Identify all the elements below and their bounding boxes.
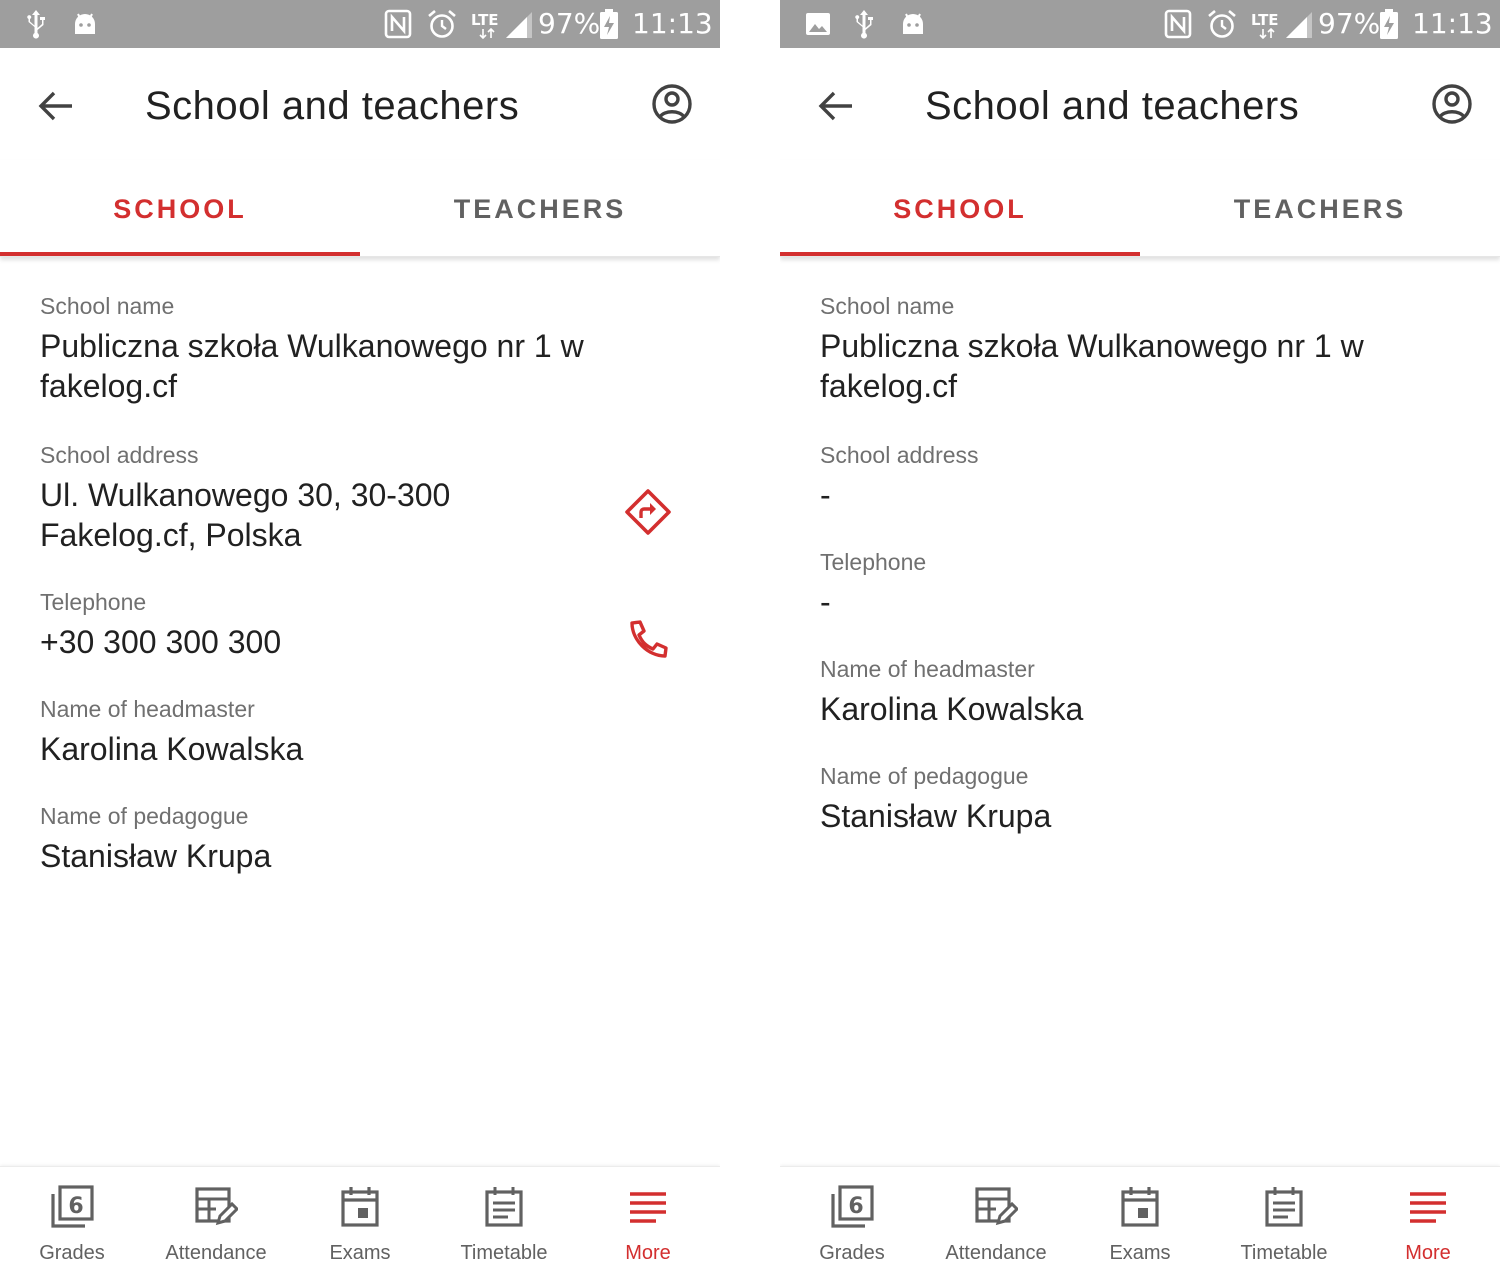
phone-icon [626,618,670,662]
svg-text:LTE: LTE [471,11,499,29]
tab-indicator [780,252,1140,256]
nav-more[interactable] [1356,1167,1500,1280]
nav-grades[interactable] [0,1167,144,1280]
exams-icon [1118,1185,1162,1229]
school-address-value: - [820,477,831,513]
status-bar [780,0,1500,48]
svg-text:6: 6 [848,1194,864,1219]
nav-attendance-label: Attendance [945,1242,1047,1264]
signal-icon [504,8,534,45]
tab-teachers[interactable]: TEACHERS [453,194,627,224]
school-name-value-line1: Publiczna szkoła Wulkanowego nr 1 w [40,328,584,364]
exams-icon [338,1185,382,1229]
status-bar [0,0,720,48]
nav-attendance[interactable] [924,1167,1068,1280]
back-button[interactable] [28,78,84,134]
tab-school[interactable]: SCHOOL [893,194,1027,224]
arrow-back-icon [808,78,864,134]
image-icon [804,8,832,45]
usb-icon [24,8,48,45]
account-circle-icon [644,76,700,132]
usb-icon [852,8,876,45]
tab-bar [0,160,720,257]
alarm-icon [1206,8,1238,45]
grades-icon [830,1185,874,1229]
telephone-label: Telephone [40,589,147,615]
directions-icon [624,488,672,536]
timetable-icon [1262,1185,1306,1229]
nfc-icon [384,8,412,45]
tab-school[interactable]: SCHOOL [113,194,247,224]
svg-text:6: 6 [68,1194,84,1219]
headmaster-label: Name of headmaster [820,656,1035,682]
school-name-value-line1: Publiczna szkoła Wulkanowego nr 1 w [820,328,1364,364]
school-name-value-line2: fakelog.cf [40,368,177,404]
directions-button[interactable] [624,488,672,536]
battery-charging-icon [1378,8,1400,45]
nav-more-label: More [1405,1242,1451,1264]
battery-percent: 97% [1318,7,1381,40]
telephone-value: +30 300 300 300 [40,624,282,660]
clock: 11:13 [1412,7,1493,40]
pedagogue-label: Name of pedagogue [820,763,1029,789]
screen-with-contact-details [0,0,720,1280]
app-bar [780,48,1500,160]
signal-icon [1284,8,1314,45]
battery-percent: 97% [538,7,601,40]
more-icon [626,1185,670,1229]
android-icon [898,8,928,45]
account-button[interactable] [1424,76,1480,132]
school-address-value-line1: Ul. Wulkanowego 30, 30-300 [40,477,451,513]
nav-more[interactable] [576,1167,720,1280]
headmaster-value: Karolina Kowalska [40,731,304,767]
page-title: School and teachers [925,84,1300,128]
headmaster-value: Karolina Kowalska [820,691,1084,727]
telephone-value: - [820,584,831,620]
clock: 11:13 [632,7,713,40]
school-address-label: School address [820,442,979,468]
school-name-label: School name [820,293,955,319]
bottom-navigation [0,1166,720,1280]
nav-attendance-label: Attendance [165,1242,267,1264]
nav-timetable[interactable] [1212,1167,1356,1280]
nav-timetable-label: Timetable [460,1242,548,1264]
pedagogue-value: Stanisław Krupa [820,798,1052,834]
svg-text:LTE: LTE [1251,11,1279,29]
nav-attendance[interactable] [144,1167,288,1280]
android-icon [70,8,100,45]
school-name-label: School name [40,293,175,319]
battery-charging-icon [598,8,620,45]
screen-without-contact-details [780,0,1500,1280]
pedagogue-label: Name of pedagogue [40,803,249,829]
nav-exams[interactable] [288,1167,432,1280]
timetable-icon [482,1185,526,1229]
tab-indicator [0,252,360,256]
school-address-value-line2: Fakelog.cf, Polska [40,517,302,553]
account-button[interactable] [644,76,700,132]
app-bar [0,48,720,160]
call-button[interactable] [626,618,670,662]
bottom-navigation [780,1166,1500,1280]
school-address-label: School address [40,442,199,468]
nav-exams-label: Exams [1109,1242,1171,1264]
nav-grades-label: Grades [39,1242,105,1264]
headmaster-label: Name of headmaster [40,696,255,722]
nfc-icon [1164,8,1192,45]
alarm-icon [426,8,458,45]
nav-grades[interactable] [780,1167,924,1280]
lte-icon [1250,8,1284,45]
nav-grades-label: Grades [819,1242,885,1264]
school-name-value-line2: fakelog.cf [820,368,957,404]
nav-timetable[interactable] [432,1167,576,1280]
nav-more-label: More [625,1242,671,1264]
lte-icon [470,8,504,45]
attendance-icon [974,1185,1018,1229]
account-circle-icon [1424,76,1480,132]
more-icon [1406,1185,1450,1229]
nav-exams[interactable] [1068,1167,1212,1280]
attendance-icon [194,1185,238,1229]
page-title: School and teachers [145,84,520,128]
tab-bar [780,160,1500,257]
grades-icon [50,1185,94,1229]
back-button[interactable] [808,78,864,134]
nav-timetable-label: Timetable [1240,1242,1328,1264]
tab-teachers[interactable]: TEACHERS [1233,194,1407,224]
nav-exams-label: Exams [329,1242,391,1264]
telephone-label: Telephone [820,549,927,575]
pedagogue-value: Stanisław Krupa [40,838,272,874]
arrow-back-icon [28,78,84,134]
